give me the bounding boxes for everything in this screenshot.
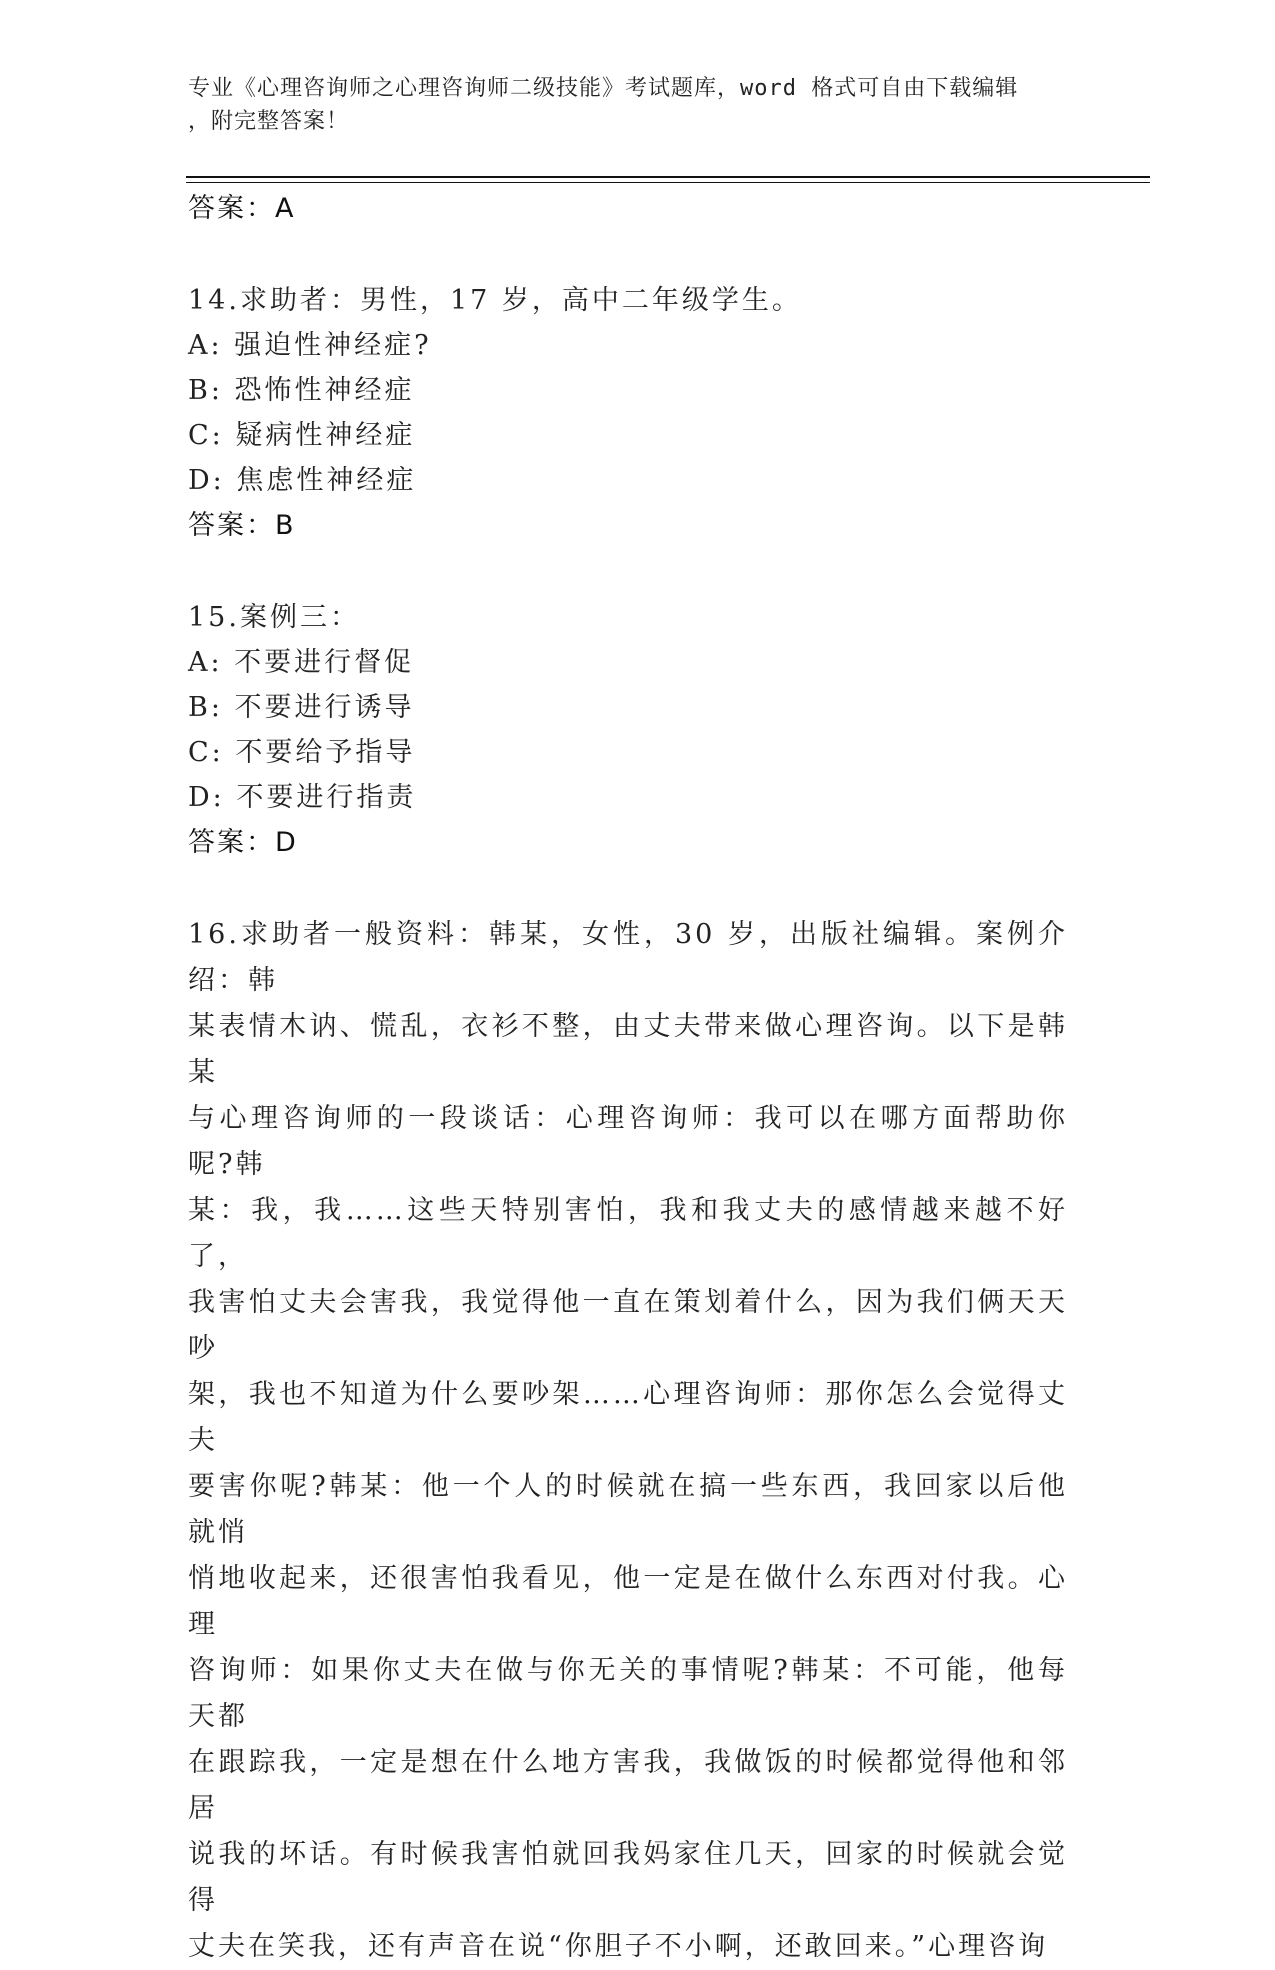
option-a: A: 强迫性神经症? xyxy=(188,330,432,361)
document-body xyxy=(188,186,1088,1970)
question-text-line: 与心理咨询师的一段谈话：心理咨询师：我可以在哪方面帮助你呢?韩 xyxy=(188,1103,1068,1180)
question-text-line: 悄地收起来，还很害怕我看见，他一定是在做什么东西对付我。心理 xyxy=(188,1563,1068,1640)
option-c: C: 不要给予指导 xyxy=(188,737,416,768)
question-text-line: 某：我，我……这些天特别害怕，我和我丈夫的感情越来越不好了， xyxy=(188,1195,1068,1272)
option-d: D: 焦虑性神经症 xyxy=(188,465,417,496)
question-16 xyxy=(188,912,1088,1970)
question-text-line: 我害怕丈夫会害我，我觉得他一直在策划着什么，因为我们俩天天吵 xyxy=(188,1287,1068,1364)
question-title: 15.案例三： xyxy=(188,602,360,633)
question-text-line: 丈夫在笑我，还有声音在说“你胆子不小啊，还敢回来。”心理咨询 xyxy=(188,1931,1049,1962)
option-a: A: 不要进行督促 xyxy=(188,647,415,678)
question-text-line: 在跟踪我，一定是想在什么地方害我，我做饭的时候都觉得他和邻居 xyxy=(188,1747,1068,1824)
question-15 xyxy=(188,595,1088,866)
question-text-line: 说我的坏话。有时候我害怕就回我妈家住几天，回家的时候就会觉得 xyxy=(188,1839,1068,1916)
answer-line: 答案：D xyxy=(188,827,298,858)
question-text-line: 架，我也不知道为什么要吵架……心理咨询师：那你怎么会觉得丈夫 xyxy=(188,1379,1068,1456)
option-d: D: 不要进行指责 xyxy=(188,782,417,813)
document-header xyxy=(188,72,1078,138)
header-divider-thick xyxy=(186,176,1150,178)
header-line-2: ，附完整答案！ xyxy=(188,109,350,134)
header-line-1: 专业《心理咨询师之心理咨询师二级技能》考试题库，word 格式可自由下载编辑 xyxy=(188,76,1019,101)
question-text-line: 咨询师：如果你丈夫在做与你无关的事情呢?韩某：不可能，他每天都 xyxy=(188,1655,1068,1732)
question-text-line: 16.求助者一般资料：韩某，女性，30 岁，出版社编辑。案例介绍：韩 xyxy=(188,919,1068,996)
question-title: 14.求助者：男性，17 岁，高中二年级学生。 xyxy=(188,285,802,316)
header-divider-thin xyxy=(186,182,1150,183)
question-14 xyxy=(188,278,1088,549)
option-c: C: 疑病性神经症 xyxy=(188,420,416,451)
option-b: B: 恐怖性神经症 xyxy=(188,375,415,406)
question-text-line: 某表情木讷、慌乱，衣衫不整，由丈夫带来做心理咨询。以下是韩某 xyxy=(188,1011,1068,1088)
question-text-line: 要害你呢?韩某：他一个人的时候就在搞一些东西，我回家以后他就悄 xyxy=(188,1471,1068,1548)
answer-line: 答案：B xyxy=(188,510,296,541)
answer-line: 答案：A xyxy=(188,193,296,224)
option-b: B: 不要进行诱导 xyxy=(188,692,415,723)
